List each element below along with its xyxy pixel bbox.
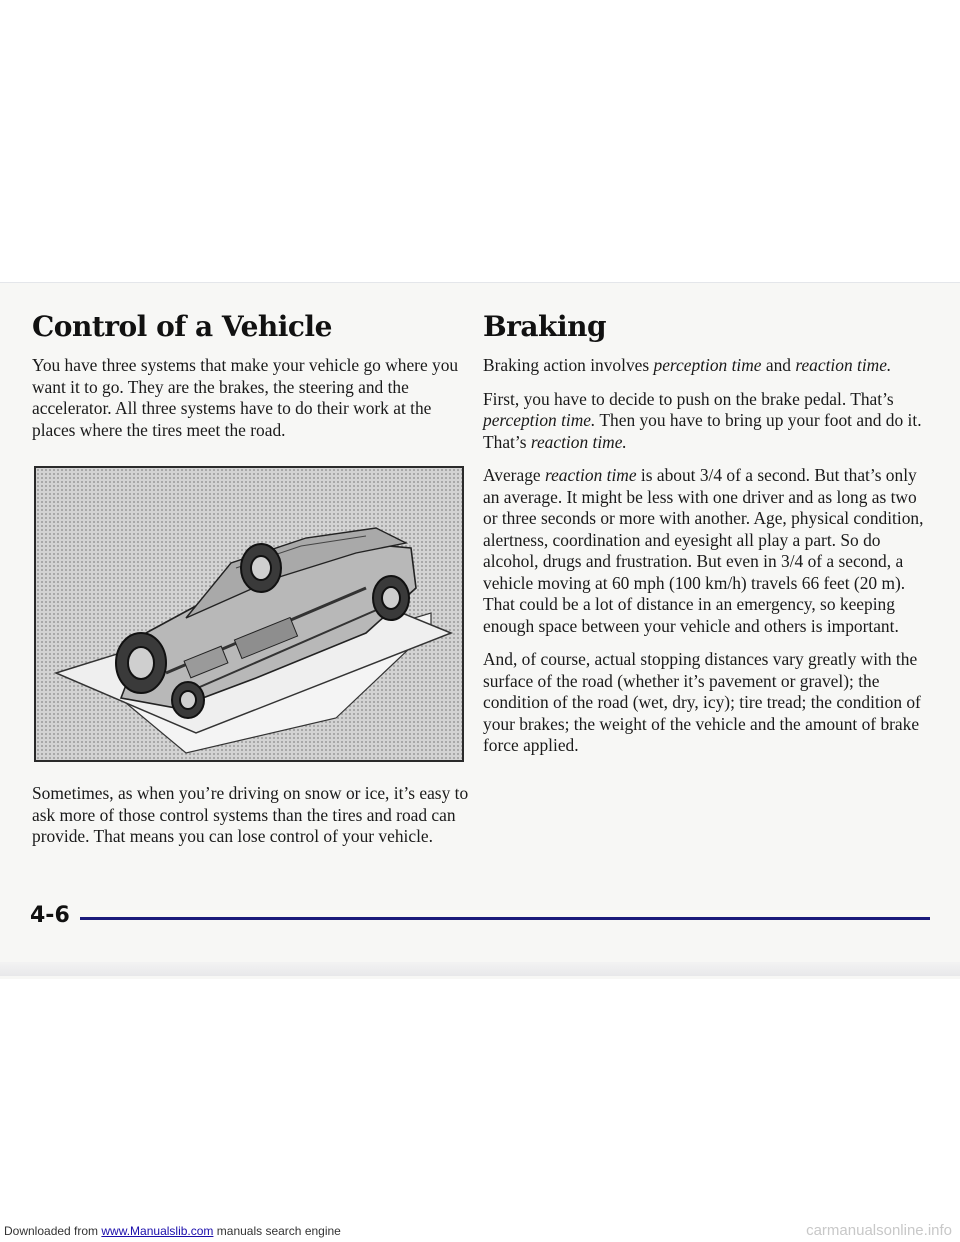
control-closing-paragraph: Sometimes, as when you’re driving on snow or ice, it’s easy to ask more of those control systems than the tires and road can provide. That means you can lose control of your vehicle.	[32, 783, 469, 846]
braking-paragraph-3: Average reaction time is about 3/4 of a second. But that’s only an average. It might be less with one driver and as long as two or three seconds or more with another. Age, physical condition, alertness, coordination and eyesight all play a part. So do alcohol, drugs and frustration. But even in 3/4 of a second, a vehicle moving at 60 mph (100 km/h) travels 66 feet (20 m). That could be a lot of distance in an emergency, so keeping enough space between your vehicle and others is important.	[483, 465, 924, 636]
term-perception-time: perception time.	[483, 410, 596, 430]
page-number: 4-6	[30, 903, 70, 928]
term-reaction-time: reaction time.	[795, 355, 892, 375]
left-column	[32, 310, 472, 453]
control-intro-paragraph: You have three systems that make your vehicle go where you want it to go. They are the brakes, the steering and the accelerator. All three systems have to do their work at the places where the tires meet the road.	[32, 355, 459, 440]
term-perception-time: perception time	[653, 355, 762, 375]
term-reaction-time: reaction time.	[530, 431, 627, 452]
section-heading-braking: Braking	[483, 310, 607, 343]
page-footer	[30, 903, 930, 933]
left-closing	[32, 783, 482, 860]
site-watermark: carmanualsonline.info	[806, 1222, 952, 1239]
right-column	[483, 310, 933, 769]
page-bottom-edge	[0, 962, 960, 976]
term-reaction-time: reaction time	[544, 465, 637, 485]
braking-paragraph-4: And, of course, actual stopping distances vary greatly with the surface of the road (whether it’s pavement or gravel); the condition of the road (wet, dry, icy); tire tread; the condition of your brakes; the weight of the vehicle and the amount of brake force applied.	[483, 649, 921, 755]
vehicle-underside-illustration	[34, 466, 464, 762]
section-heading-control: Control of a Vehicle	[32, 310, 332, 343]
manualslib-link[interactable]: www.Manualslib.com	[101, 1224, 214, 1238]
footer-rule	[80, 917, 930, 920]
download-banner: Downloaded from www.Manualslib.com manuals search engine	[4, 1224, 341, 1238]
braking-paragraph-1: Braking action involves perception time and reaction time.	[483, 355, 892, 375]
braking-paragraph-2: First, you have to decide to push on the brake pedal. That’s perception time. Then you have to bring up your foot and do it. That’s reaction time.	[483, 388, 922, 452]
